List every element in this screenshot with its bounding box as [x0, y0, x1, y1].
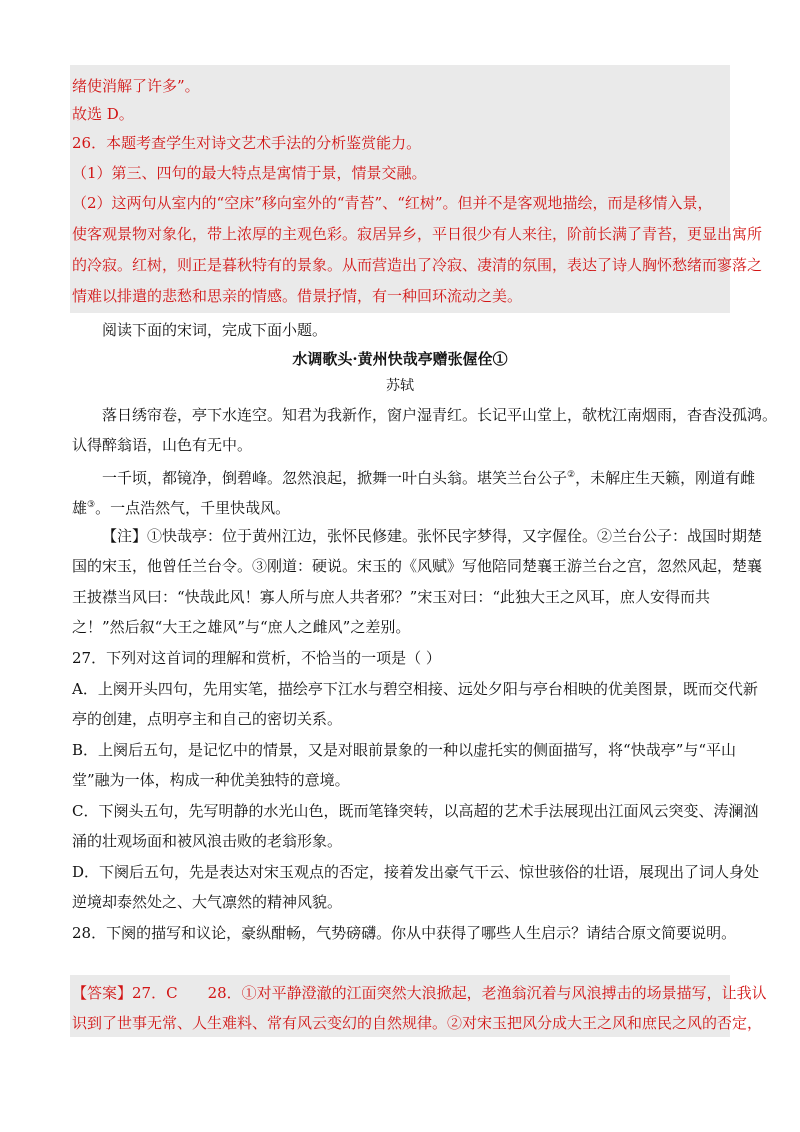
option-c-cont: 涌的壮观场面和被风浪击败的老翁形象。 [72, 832, 343, 850]
text-line: 情难以排遣的悲愁和思亲的情感。借景抒情，有一种回环流动之美。 [72, 287, 523, 305]
note-line: 王披襟当风曰：“快哉此风！寡人所与庶人共者邪？”宋玉对曰：“此独大王之风耳，庶人安得而共 [72, 588, 711, 606]
poem-line: 认得醉翁语，山色有无中。 [72, 436, 253, 454]
poem-line: 落日绣帘卷，亭下水连空。知君为我新作，窗户湿青红。长记平山堂上，欹枕江南烟雨，杳杳没孤鸿。 [102, 406, 778, 424]
note-line: 【注】①快哉亭：位于黄州江边，张怀民修建。张怀民字梦得，又字偓佺。②兰台公子：战国时期楚 [102, 527, 763, 545]
answer-line: 【答案】27．C 28．①对平静澄澈的江面突然大浪掀起，老渔翁沉着与风浪搏击的场景描写，让我认 [72, 984, 767, 1002]
shaded-answer-box-top [70, 65, 730, 313]
poem-text: 。一点浩然气，千里快哉风。 [95, 499, 291, 517]
footnote-mark: ③ [87, 500, 96, 510]
option-b-cont: 堂”融为一体，构成一种优美独特的意境。 [72, 771, 350, 789]
reading-intro: 阅读下面的宋词，完成下面小题。 [102, 321, 328, 339]
option-b: B．上阕后五句，是记忆中的情景，又是对眼前景象的一种以虚托实的侧面描写，将“快哉亭”与“平山 [72, 741, 737, 759]
poem-text: 雄 [72, 499, 88, 517]
question-28: 28．下阕的描写和议论，豪纵酣畅，气势磅礴。你从中获得了哪些人生启示？请结合原文简要说明。 [72, 924, 737, 942]
text-line: 绪使消解了许多”。 [72, 77, 200, 95]
answer-line: 识到了世事无常、人生难料、常有风云变幻的自然规律。②对宋玉把风分成大王之风和庶民之风的否定， [72, 1014, 763, 1032]
option-d-cont: 逆境却泰然处之、大气凛然的精神风貌。 [72, 893, 343, 911]
poem-title: 水调歌头·黄州快哉亭赠张偓佺① [292, 350, 508, 368]
poem-author: 苏轼 [386, 378, 414, 394]
option-a: A．上阕开头四句，先用实笔，描绘亭下江水与碧空相接、远处夕阳与亭台相映的优美图景，既而交代新 [72, 680, 758, 698]
poem-text: ，未解庄生天籁，刚道有雌 [575, 469, 756, 487]
option-d: D．下阕后五句，先是表达对宋玉观点的否定，接着发出豪气干云、惊世骇俗的壮语，展现出了词人身处 [72, 863, 760, 881]
text-line: 26．本题考查学生对诗文艺术手法的分析鉴赏能力。 [72, 134, 422, 152]
question-27-stem: 27．下列对这首词的理解和赏析，不恰当的一项是（ ） [72, 649, 441, 667]
note-line: 国的宋玉，他曾任兰台令。③刚道：硬说。宋玉的《风赋》写他陪同楚襄王游兰台之宫，忽然风起，楚襄 [72, 557, 763, 575]
text-line: 使客观景物对象化，带上浓厚的主观色彩。寂居异乡，平日很少有人来往，阶前长满了青苔，更显出寓所 [72, 225, 763, 243]
footnote-mark: ② [567, 470, 576, 480]
note-line: 之！”然后叙“大王之雄风”与“庶人之雌风”之差别。 [72, 618, 411, 636]
text-line: （1）第三、四句的最大特点是寓情于景，情景交融。 [72, 164, 427, 182]
poem-text: 一千顷，都镜净，倒碧峰。忽然浪起，掀舞一叶白头翁。堪笑兰台公子 [102, 469, 568, 487]
text-line: 的冷寂。红树，则正是暮秋特有的景象。从而营造出了冷寂、凄清的氛围，表达了诗人胸怀愁绪而寥落之 [72, 256, 763, 274]
text-line: （2）这两句从室内的“空床”移向室外的“青苔”、“红树”。但并不是客观地描绘，而是移情入景， [72, 194, 713, 212]
option-c: C．下阕头五句，先写明静的水光山色，既而笔锋突转，以高超的艺术手法展现出江面风云突变、涛澜汹 [72, 802, 759, 820]
text-line: 故选 D。 [72, 105, 134, 123]
poem-line [72, 495, 290, 518]
poem-line [102, 465, 755, 488]
option-a-cont: 亭的创建，点明亭主和自己的密切关系。 [72, 710, 343, 728]
